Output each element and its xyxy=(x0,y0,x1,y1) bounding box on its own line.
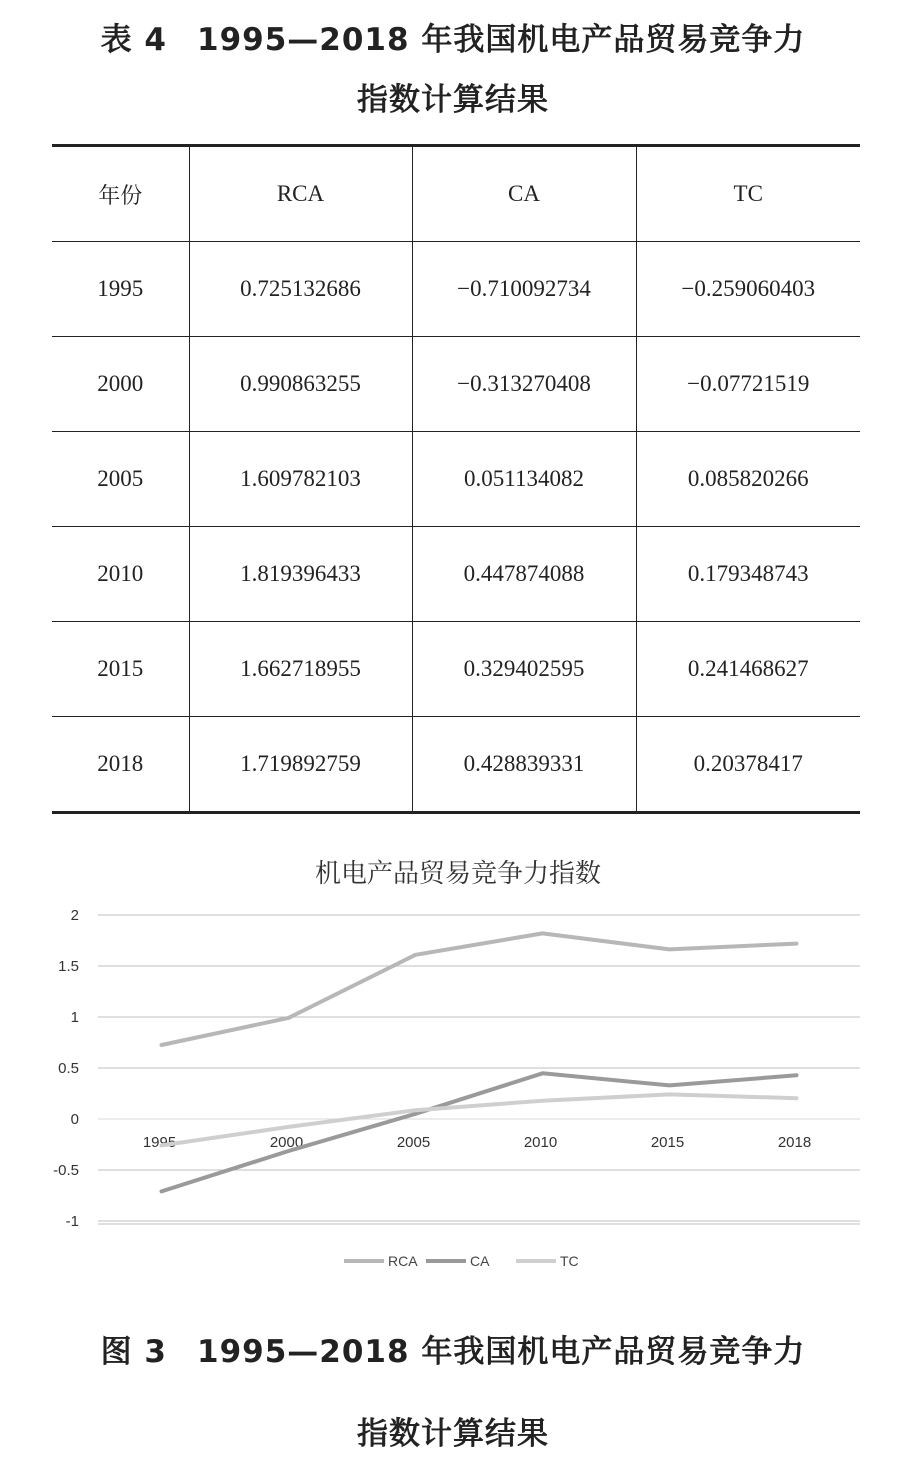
cell-year: 2018 xyxy=(52,717,189,813)
y-tick-label: 0.5 xyxy=(58,1060,79,1077)
header-ca: CA xyxy=(412,146,636,242)
cell-rca: 0.725132686 xyxy=(189,242,412,337)
cell-rca: 1.662718955 xyxy=(189,622,412,717)
y-tick-label: -0.5 xyxy=(53,1162,79,1179)
cell-ca: −0.710092734 xyxy=(412,242,636,337)
figure-caption-line1 xyxy=(0,1326,906,1371)
y-tick-label: -1 xyxy=(65,1213,79,1230)
gridlines xyxy=(98,915,860,1224)
figure-caption-text: 1995—2018 年我国机电产品贸易竞争力 xyxy=(197,1334,806,1370)
table-row xyxy=(52,527,860,622)
figure-caption-line2: 指数计算结果 xyxy=(357,1416,549,1452)
chart-svg xyxy=(0,830,906,1310)
series-lines xyxy=(161,933,796,1191)
line-chart xyxy=(0,830,906,1310)
cell-tc: 0.241468627 xyxy=(636,622,860,717)
table-header-row xyxy=(52,146,860,242)
header-rca: RCA xyxy=(189,146,412,242)
cell-ca: 0.329402595 xyxy=(412,622,636,717)
competitiveness-table xyxy=(52,144,860,814)
cell-rca: 1.609782103 xyxy=(189,432,412,527)
table-row xyxy=(52,717,860,813)
table-row xyxy=(52,337,860,432)
cell-year: 2015 xyxy=(52,622,189,717)
y-axis-ticks xyxy=(53,907,79,1230)
cell-rca: 1.719892759 xyxy=(189,717,412,813)
table-caption-line2: 指数计算结果 xyxy=(357,82,549,118)
series-line-tc xyxy=(162,1094,797,1145)
cell-ca: 0.051134082 xyxy=(412,432,636,527)
cell-year: 2010 xyxy=(52,527,189,622)
legend-label-ca: CA xyxy=(470,1253,490,1269)
table-caption-text: 1995—2018 年我国机电产品贸易竞争力 xyxy=(197,22,806,58)
header-tc: TC xyxy=(636,146,860,242)
legend xyxy=(344,1253,579,1269)
cell-year: 2005 xyxy=(52,432,189,527)
cell-rca: 0.990863255 xyxy=(189,337,412,432)
table-row xyxy=(52,622,860,717)
x-tick-label: 2000 xyxy=(269,1134,304,1151)
cell-rca: 1.819396433 xyxy=(189,527,412,622)
table-number: 表 4 xyxy=(100,22,167,58)
y-tick-label: 1 xyxy=(70,1009,79,1026)
cell-ca: 0.447874088 xyxy=(412,527,636,622)
table-row xyxy=(52,432,860,527)
table-caption-line1 xyxy=(0,14,906,59)
x-tick-label: 2018 xyxy=(777,1134,812,1151)
figure-number: 图 3 xyxy=(100,1334,167,1370)
y-tick-label: 0 xyxy=(70,1111,79,1128)
header-year: 年份 xyxy=(52,146,189,242)
x-tick-label: 2005 xyxy=(396,1134,431,1151)
cell-tc: −0.259060403 xyxy=(636,242,860,337)
cell-ca: 0.428839331 xyxy=(412,717,636,813)
table-row xyxy=(52,242,860,337)
y-tick-label: 1.5 xyxy=(58,958,79,975)
cell-tc: 0.20378417 xyxy=(636,717,860,813)
cell-year: 2000 xyxy=(52,337,189,432)
chart-title: 机电产品贸易竞争力指数 xyxy=(314,859,602,889)
x-axis-ticks xyxy=(143,1134,811,1151)
y-tick-label: 2 xyxy=(70,907,79,924)
cell-year: 1995 xyxy=(52,242,189,337)
cell-tc: −0.07721519 xyxy=(636,337,860,432)
series-line-rca xyxy=(162,933,797,1045)
legend-label-rca: RCA xyxy=(388,1253,418,1269)
cell-tc: 0.179348743 xyxy=(636,527,860,622)
x-tick-label: 2010 xyxy=(523,1134,558,1151)
cell-ca: −0.313270408 xyxy=(412,337,636,432)
x-tick-label: 2015 xyxy=(650,1134,685,1151)
x-tick-label: 1995 xyxy=(142,1134,177,1151)
legend-label-tc: TC xyxy=(560,1253,579,1269)
cell-tc: 0.085820266 xyxy=(636,432,860,527)
